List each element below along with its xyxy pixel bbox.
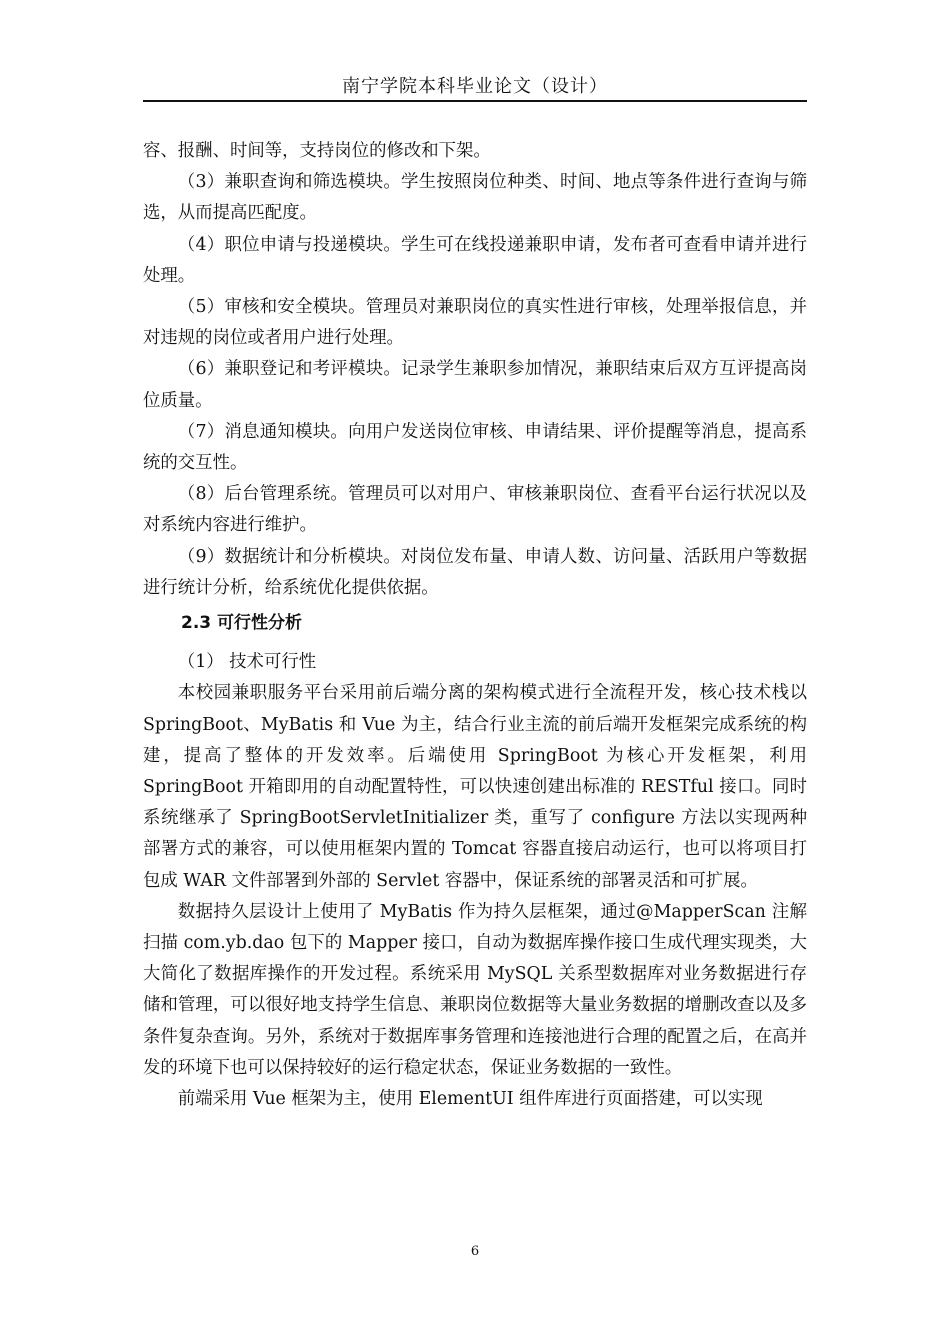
paragraph: 容、报酬、时间等，支持岗位的修改和下架。 [143,141,491,161]
paragraph: （6）兼职登记和考评模块。记录学生兼职参加情况，兼职结束后双方互评提高岗位质量。 [143,359,807,411]
running-header: 南宁学院本科毕业论文（设计） [342,76,608,97]
subsection-label: （1） 技术可行性 [177,652,317,673]
paragraph: 数据持久层设计上使用了 MyBatis 作为持久层框架，通过@MapperScan 注解扫描 com.yb.dao 包下的 Mapper 接口，自动为数据库操作接口生成代理实现类，大大简化了数据库操作的开发过程。系统采用 MySQL 关系型数据库对业务数据进行存储和管理，可以很好地支持学生信息、兼职岗位数据等大量业务数据的增删改查以及多条件复杂查询。另外，系统对于数据库事务管理和连接池进行合理的配置之后，在高并发的环境下也可以保持较好的运行稳定状态，保证业务数据的一致性。 [143,901,807,1078]
paragraph: （3）兼职查询和筛选模块。学生按照岗位种类、时间、地点等条件进行查询与筛选，从而提高匹配度。 [143,172,807,224]
paragraph: （5）审核和安全模块。管理员对兼职岗位的真实性进行审核，处理举报信息，并对违规的岗位或者用户进行处理。 [143,297,807,349]
paragraph: （9）数据统计和分析模块。对岗位发布量、申请人数、访问量、活跃用户等数据进行统计分析，给系统优化提供依据。 [143,546,807,598]
header-rule [143,100,807,102]
paragraph: （4）职位申请与投递模块。学生可在线投递兼职申请，发布者可查看申请并进行处理。 [143,234,807,286]
section-heading: 2.3 可行性分析 [181,613,303,634]
page-number: 6 [470,1244,480,1259]
body-text [143,136,807,1115]
paragraph: 本校园兼职服务平台采用前后端分离的架构模式进行全流程开发，核心技术栈以 SpringBoot、MyBatis 和 Vue 为主，结合行业主流的前后端开发框架完成系统的构建，提高了整体的开发效率。后端使用 SpringBoot 为核心开发框架，利用 SpringBoot 开箱即用的自动配置特性，可以快速创建出标准的 RESTful 接口。同时系统继承了 SpringBootServletInitializer 类，重写了 configure 方法以实现两种部署方式的兼容，可以使用框架内置的 Tomcat 容器直接启动运行，也可以将项目打包成 WAR 文件部署到外部的 Servlet 容器中，保证系统的部署灵活和可扩展。 [143,683,807,891]
paragraph: （7）消息通知模块。向用户发送岗位审核、申请结果、评价提醒等消息，提高系统的交互性。 [143,421,807,474]
paragraph: （8）后台管理系统。管理员可以对用户、审核兼职岗位、查看平台运行状况以及对系统内容进行维护。 [143,484,807,536]
paragraph: 前端采用 Vue 框架为主，使用 ElementUI 组件库进行页面搭建，可以实现 [177,1089,763,1110]
